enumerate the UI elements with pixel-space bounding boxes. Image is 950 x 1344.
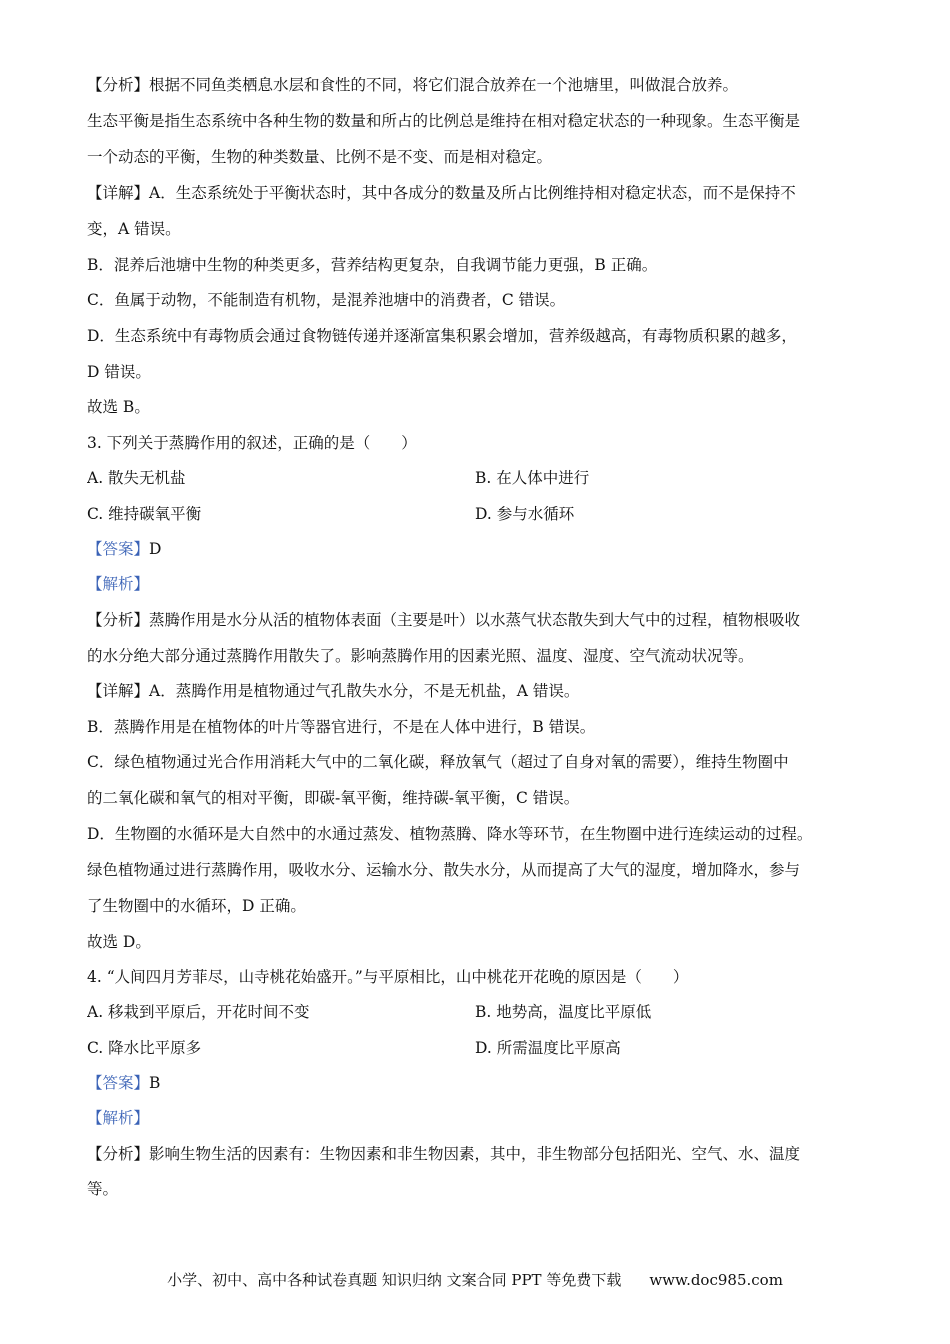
q4-answer xyxy=(87,1072,877,1094)
q3-analysis-label: 【解析】 xyxy=(87,575,150,593)
question-4: 4. “人间四月芳菲尽，山寺桃花始盛开。”与平原相比，山中桃花开花晚的原因是（ ） xyxy=(87,968,689,986)
text-line: 的水分绝大部分通过蒸腾作用散失了。影响蒸腾作用的因素光照、温度、湿度、空气流动状况等。 xyxy=(87,647,754,665)
q3-option-b: B. 在人体中进行 xyxy=(475,469,590,487)
answer-label: 【答案】 xyxy=(87,540,150,558)
text-line: B．混养后池塘中生物的种类更多，营养结构更复杂，自我调节能力更强，B 正确。 xyxy=(87,256,658,274)
text-line: 【详解】A．蒸腾作用是植物通过气孔散失水分，不是无机盐，A 错误。 xyxy=(87,682,580,700)
q3-options-row-1 xyxy=(87,467,877,489)
q4-options-row-1 xyxy=(87,1001,877,1023)
q3-option-c: C. 维持碳氧平衡 xyxy=(87,505,202,523)
footer-url[interactable]: www.doc985.com xyxy=(649,1271,783,1289)
text-line: D．生物圈的水循环是大自然中的水通过蒸发、植物蒸腾、降水等环节，在生物圈中进行连续运动的过程。 xyxy=(87,825,813,843)
text-line: 绿色植物通过进行蒸腾作用，吸收水分、运输水分、散失水分，从而提高了大气的湿度，增加降水，参与 xyxy=(87,861,801,879)
q4-options-row-2 xyxy=(87,1037,877,1059)
text-line: C．鱼属于动物，不能制造有机物，是混养池塘中的消费者，C 错误。 xyxy=(87,291,566,309)
text-line: 【分析】蒸腾作用是水分从活的植物体表面（主要是叶）以水蒸气状态散失到大气中的过程，植物根吸收 xyxy=(87,611,801,629)
question-3: 3. 下列关于蒸腾作用的叙述，正确的是（ ） xyxy=(87,434,417,452)
answer-value: B xyxy=(149,1074,161,1092)
footer-text: 小学、初中、高中各种试卷真题 知识归纳 文案合同 PPT 等免费下载 xyxy=(167,1271,622,1289)
text-line: 【详解】A．生态系统处于平衡状态时，其中各成分的数量及所占比例维持相对稳定状态，而不是保持不 xyxy=(87,184,796,202)
text-line: 等。 xyxy=(87,1180,119,1198)
text-line: 变，A 错误。 xyxy=(87,220,181,238)
text-line: D．生态系统中有毒物质会通过食物链传递并逐渐富集积累会增加，营养级越高，有毒物质积累的越多， xyxy=(87,327,797,345)
answer-label: 【答案】 xyxy=(87,1074,150,1092)
text-line: 故选 D。 xyxy=(87,933,151,951)
q4-option-c: C. 降水比平原多 xyxy=(87,1039,202,1057)
q3-options-row-2 xyxy=(87,503,877,525)
q4-analysis-label: 【解析】 xyxy=(87,1109,150,1127)
q4-option-b: B. 地势高，温度比平原低 xyxy=(475,1003,652,1021)
text-line: 了生物圈中的水循环，D 正确。 xyxy=(87,897,306,915)
q4-option-d: D. 所需温度比平原高 xyxy=(475,1039,621,1057)
q3-answer xyxy=(87,538,877,560)
text-line: B．蒸腾作用是在植物体的叶片等器官进行，不是在人体中进行，B 错误。 xyxy=(87,718,596,736)
text-line: 【分析】影响生物生活的因素有：生物因素和非生物因素，其中，非生物部分包括阳光、空气、水、温度 xyxy=(87,1145,801,1163)
text-line: 生态平衡是指生态系统中各种生物的数量和所占的比例总是维持在相对稳定状态的一种现象。生态平衡是 xyxy=(87,112,801,130)
text-line: 的二氧化碳和氧气的相对平衡，即碳-氧平衡，维持碳-氧平衡，C 错误。 xyxy=(87,789,580,807)
q4-option-a: A. 移栽到平原后，开花时间不变 xyxy=(87,1003,310,1021)
text-line: 故选 B。 xyxy=(87,398,150,416)
text-line: D 错误。 xyxy=(87,363,151,381)
page-footer xyxy=(0,1270,950,1290)
answer-value: D xyxy=(149,540,162,558)
text-line: 一个动态的平衡，生物的种类数量、比例不是不变、而是相对稳定。 xyxy=(87,148,553,166)
text-line: C．绿色植物通过光合作用消耗大气中的二氧化碳，释放氧气（超过了自身对氧的需要），维持生物圈中 xyxy=(87,753,789,771)
q3-option-a: A. 散失无机盐 xyxy=(87,469,186,487)
text-line: 【分析】根据不同鱼类栖息水层和食性的不同，将它们混合放养在一个池塘里，叫做混合放养。 xyxy=(87,76,739,94)
q3-option-d: D. 参与水循环 xyxy=(475,505,575,523)
